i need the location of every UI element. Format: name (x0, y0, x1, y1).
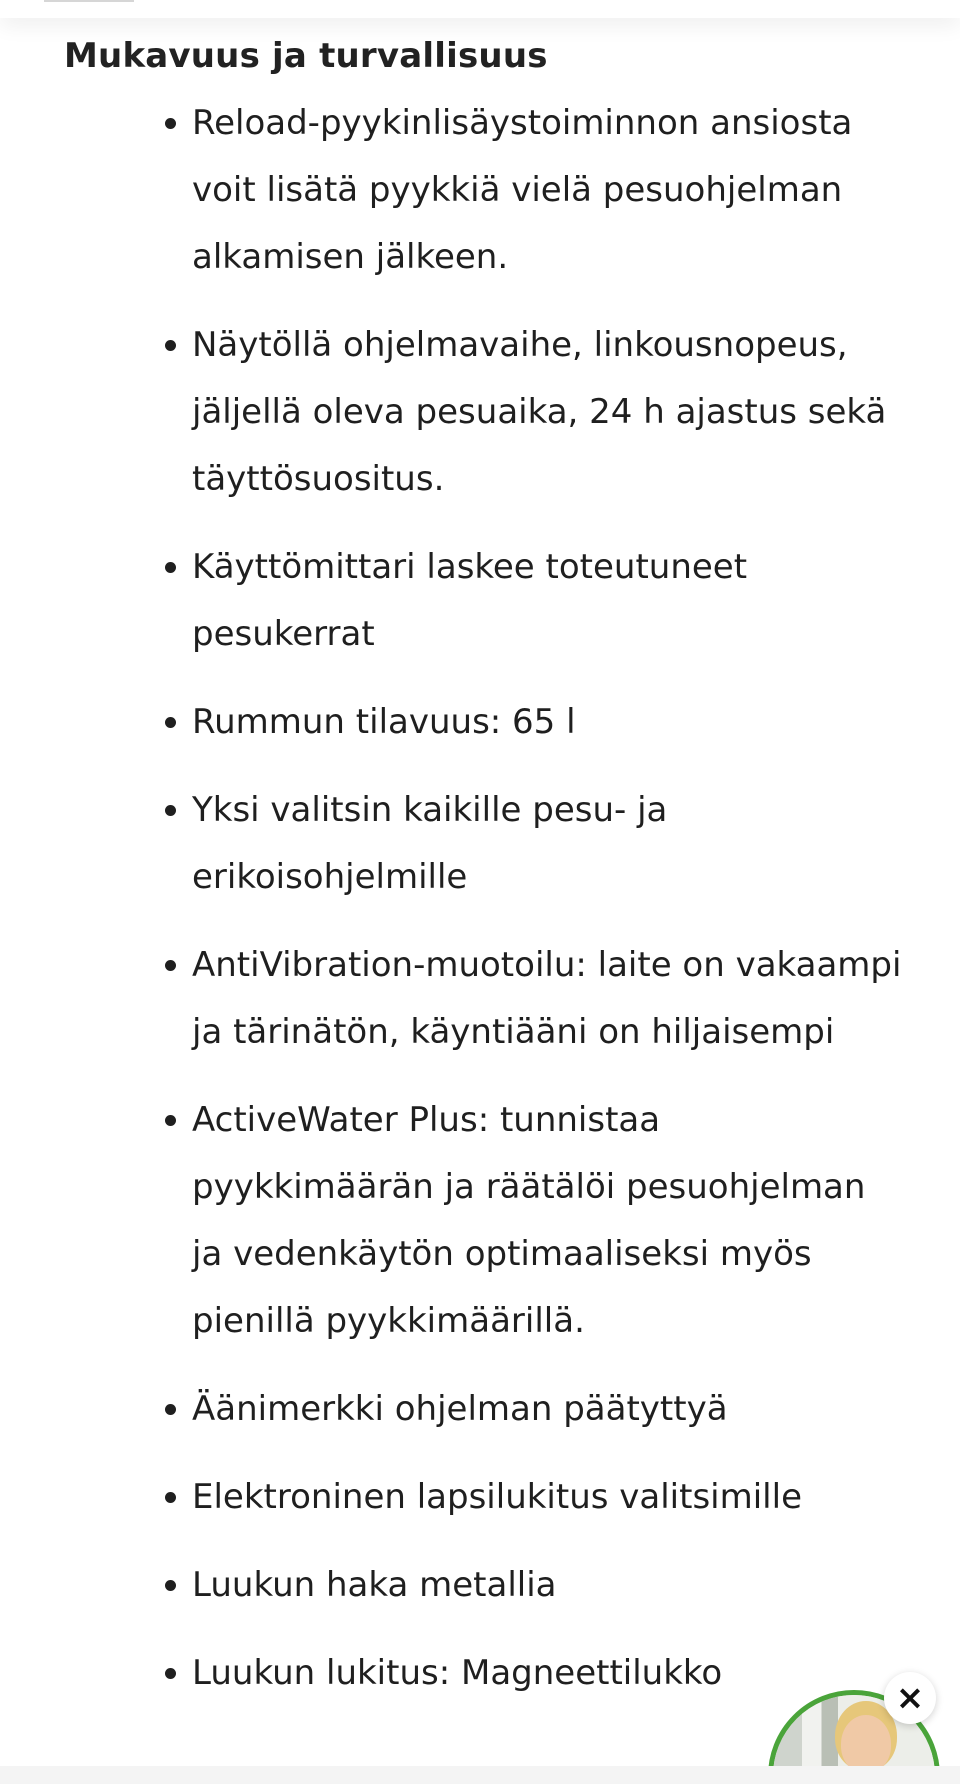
bullet-icon (165, 1115, 176, 1126)
bullet-icon (165, 717, 176, 728)
list-item-text: Luukun haka metallia (192, 1565, 557, 1605)
list-item (192, 1376, 902, 1443)
tab-indicator (44, 0, 134, 2)
bullet-icon (165, 1492, 176, 1503)
list-item (192, 1087, 902, 1355)
list-item-text: Äänimerkki ohjelman päätyttyä (192, 1389, 728, 1429)
feature-list (192, 90, 902, 1728)
list-item-text: AntiVibration-muotoilu: laite on vakaampi ja tärinätön, käyntiääni on hiljaisempi (192, 945, 902, 1052)
list-item (192, 1552, 902, 1619)
list-item (192, 312, 902, 513)
bullet-icon (165, 562, 176, 573)
list-item-text: Käyttömittari laskee toteutuneet pesukerrat (192, 547, 748, 654)
list-item (192, 689, 902, 756)
bottom-bar (0, 1766, 960, 1784)
list-item-text: Elektroninen lapsilukitus valitsimille (192, 1477, 802, 1517)
list-item (192, 777, 902, 911)
bullet-icon (165, 960, 176, 971)
list-item (192, 534, 902, 668)
bullet-icon (165, 340, 176, 351)
list-item (192, 932, 902, 1066)
list-item-text: Luukun lukitus: Magneettilukko (192, 1653, 723, 1693)
top-bar (0, 0, 960, 18)
list-item-text: Yksi valitsin kaikille pesu- ja erikoisohjelmille (192, 790, 668, 897)
bullet-icon (165, 1668, 176, 1679)
list-item-text: Rummun tilavuus: 65 l (192, 702, 576, 742)
bullet-icon (165, 1580, 176, 1591)
list-item (192, 1464, 902, 1531)
list-item-text: Näytöllä ohjelmavaihe, linkousnopeus, jäljellä oleva pesuaika, 24 h ajastus sekä täyttösuositus. (192, 325, 887, 499)
bullet-icon (165, 805, 176, 816)
list-item (192, 90, 902, 291)
bullet-icon (165, 1404, 176, 1415)
list-item-text: ActiveWater Plus: tunnistaa pyykkimäärän ja räätälöi pesuohjelman ja vedenkäytön optimaaliseksi myös pienillä pyykkimäärillä. (192, 1100, 866, 1341)
section-title: Mukavuus ja turvallisuus (64, 36, 548, 76)
close-icon: × (895, 1678, 925, 1718)
avatar-head (841, 1715, 891, 1773)
list-item-text: Reload-pyykinlisäystoiminnon ansiosta voit lisätä pyykkiä vielä pesuohjelman alkamisen jälkeen. (192, 103, 853, 277)
close-chat-button[interactable] (884, 1672, 936, 1724)
bullet-icon (165, 118, 176, 129)
